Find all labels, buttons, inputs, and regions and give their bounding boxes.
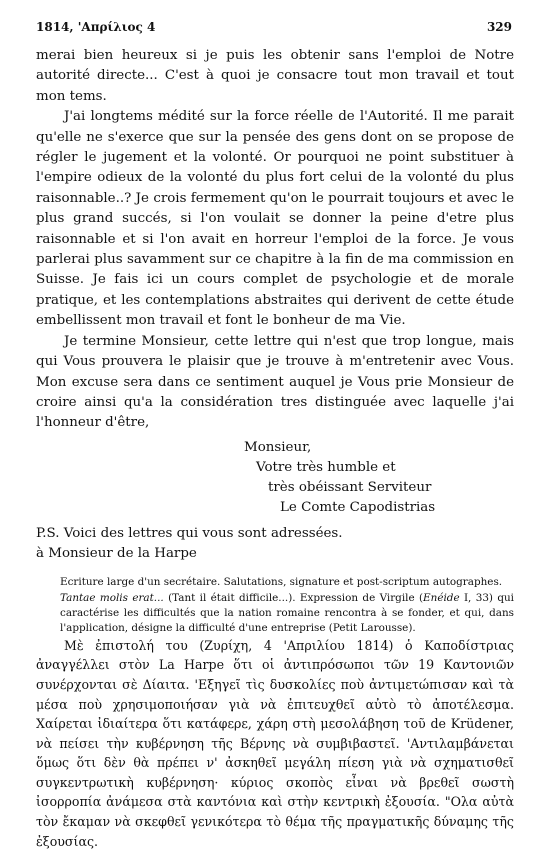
- note-2: [60, 591, 514, 635]
- note-2-text-b: I, 33) qui caractérise les difficultés que la nation romaine rencontra à se fonder, et qui, dans l'application, désigne la difficulté d'une entreprise (Petit Larousse).: [60, 592, 515, 634]
- running-header: [36, 20, 512, 34]
- postscript: P.S. Voici des lettres qui vous sont adressées.: [36, 525, 343, 541]
- letter-paragraph-1: merai bien heureux si je puis les obtenir sans l'emploi de Notre autorité directe... C'est à quoi je consacre tout mon travail et tout mon tems.: [36, 48, 514, 104]
- editorial-notes: [36, 575, 514, 636]
- note-2-text-a: (Tant il était difficile...). Expression de Virgile (: [163, 592, 424, 605]
- letter-paragraph-2: J'ai longtems médité sur la force réelle de l'Autorité. Il me parait qu'elle ne s'exerce que sur la pensée des gens dont on se propose de régler le jugement et la volonté. Or pourquoi ne point substituer à l'empire odieux de la volonté du plus fort celui de la volonté du plus raisonnable..? Je crois fermement qu'on le pourrait toujours et avec le plus grand succés, si l'on voulait se donner la peine d'etre plus raisonnable et si l'on avait en horreur l'emploi de la force. Je vous parlerai plus savamment sur ce chapitre à la fin de ma commission en Suisse. Je fais ici un cours complet de psychologie et de morale pratique, et les contemplations abstraites qui derivent de cette étude embellissent mon travail et font le bonheur de ma Vie.: [36, 109, 514, 329]
- greek-summary: Μὲ ἐπιστολή του (Ζυρίχη, 4 'Απριλίου 1814) ὁ Καποδίστριας ἀναγγέλλει στὸν La Harpe ὅτι οἱ ἀντιπρόσωποι τῶν 19 Καντονιῶν συνέρχονται σὲ Δίαιτα. 'Εξηγεῖ τὶς δυσκολίες ποὺ ἀντιμετώπισαν καὶ τὰ μέσα ποὺ χρησιμοποιήσαν γιὰ νὰ ἐπιτευχθεῖ αὐτὸ τὸ ἀποτέλεσμα. Χαίρεται ἰδιαίτερα ὅτι κατάφερε, χάρη στὴ μεσολάβηση τοῦ de Krüdener, νὰ πείσει τὴν κυβέρνηση τῆς Βέρνης νὰ συμβιβαστεῖ. 'Αντιλαμβάνεται ὅμως ὅτι δὲν θὰ πρέπει ν' ἀσκηθεῖ μεγάλη πίεση γιὰ νὰ σχηματισθεῖ συγκεντρωτικὴ κυβέρνηση· κύριος σκοπὸς εἶναι νὰ βρεθεῖ σωστὴ ἰσορροπία ἀνάμεσα στὰ καντόνια καὶ στὴν κεντρικὴ ἐξουσία. "Ολα αὐτὰ τὸν ἔκαμαν νὰ σκεφθεῖ γενικότερα τὸ θέμα τῆς πραγματικῆς δύναμης τῆς ἐξουσίας.: [36, 637, 514, 849]
- addressee: à Monsieur de la Harpe: [36, 546, 197, 562]
- note-2-work-title: Enéide: [423, 592, 460, 605]
- signature-name: Le Comte Capodistrias: [280, 499, 436, 515]
- signature-block: [36, 438, 514, 518]
- header-date: 1814, 'Απρίλιος 4: [36, 20, 156, 34]
- note-1: Ecriture large d'un secrétaire. Salutations, signature et post-scriptum autographes.: [60, 575, 503, 588]
- page-body: [36, 46, 514, 851]
- signature-line-2: Votre très humble et: [256, 459, 396, 475]
- signature-salutation: Monsieur,: [244, 439, 312, 455]
- page-number: 329: [486, 20, 512, 34]
- letter-paragraph-3: Je termine Monsieur, cette lettre qui n'est que trop longue, mais qui Vous prouvera le plaisir que je trouve à m'entretenir avec Vous. Mon excuse sera dans ce sentiment auquel je Vous prie Monsieur de croire ainsi qu'a la considération tres distinguée avec laquelle j'ai l'honneur d'être,: [36, 333, 514, 431]
- note-2-latin-phrase: Tantae molis erat...: [60, 592, 164, 605]
- signature-line-3: très obéissant Serviteur: [268, 479, 432, 495]
